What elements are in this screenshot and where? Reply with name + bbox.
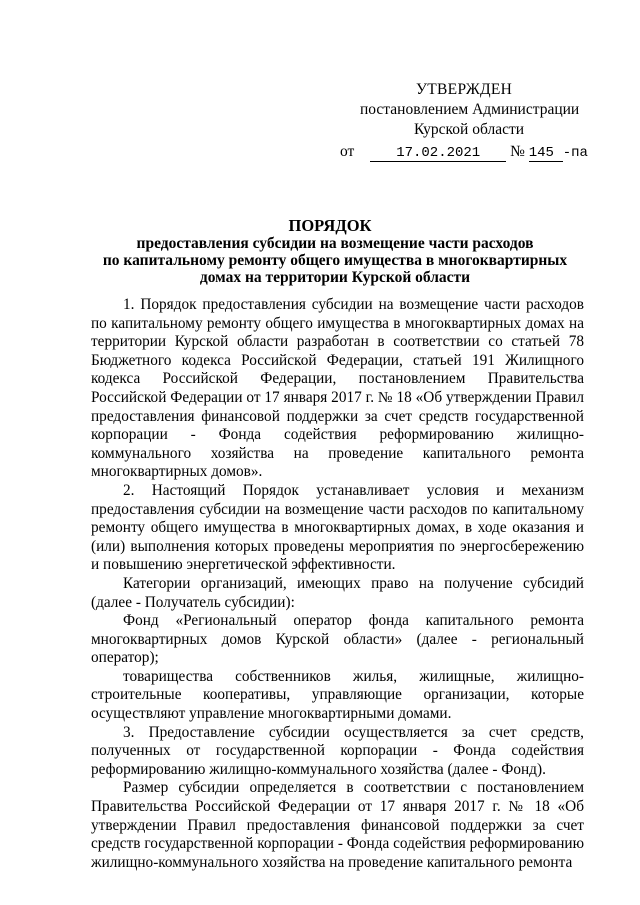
- subtitle-line: домах на территории Курской области: [199, 269, 471, 286]
- number-label: №: [510, 143, 525, 160]
- document-body: [91, 296, 584, 872]
- paragraph-categories: Категории организаций, имеющих право на получение субсидий (далее - Получатель субсидии):: [91, 574, 584, 611]
- approval-date: 17.02.2021: [370, 145, 506, 162]
- approval-date-number: [340, 142, 600, 163]
- document-title: ПОРЯДОК: [288, 216, 372, 235]
- paragraph-subsidy-size: Размер субсидии определяется в соответствии с постановлением Правительства Российской Федерации от 17 января 2017 г. № 18 «Об утверждении Правил предоставления финансовой поддержки за счет средств государственной корпорации - Фонда содействия реформированию жилищно-коммунального хозяйства на проведение капитального ремонта: [91, 779, 584, 871]
- approval-authority: постановлением Администрации: [360, 101, 580, 118]
- paragraph-associations: товарищества собственников жилья, жилищные, жилищно-строительные кооперативы, управляющие организации, которые осуществляют управление многоквартирными домами.: [91, 667, 584, 723]
- approval-block: [340, 80, 600, 163]
- approval-number-suffix: -па: [562, 145, 588, 161]
- paragraph-fund: Фонд «Региональный оператор фонда капитального ремонта многоквартирных домов Курской области» (далее - региональный оператор);: [91, 612, 584, 667]
- paragraph-1: 1. Порядок предоставления субсидии на возмещение части расходов по капитальному ремонту общего имущества в многоквартирных домах на территории Курской области разработан в соответствии со статьей 78 Бюджетного кодекса Российской Федерации, статьей 191 Жилищного кодекса Российской Федерации, постановлением Правительства Российской Федерации от 17 января 2017 г. № 18 «Об утверждении Правил предоставления финансовой поддержки за счет средств государственной корпорации - Фонда содействия реформированию жилищно-коммунального хозяйства на проведение капитального ремонта многоквартирных домов».: [91, 296, 584, 481]
- approval-region: Курской области: [414, 121, 525, 138]
- paragraph-2: 2. Настоящий Порядок устанавливает условия и механизм предоставления субсидии на возмещение части расходов по капитальному ремонту общего имущества в многоквартирных домах, в ходе оказания и (или) выполнения которых проведены мероприятия по энергосбережению и повышению энергетической эффективности.: [91, 481, 584, 574]
- document-subtitle: [90, 235, 580, 286]
- approved-heading: УТВЕРЖДЕН: [416, 81, 513, 98]
- subtitle-line: предоставления субсидии на возмещение части расходов: [136, 235, 534, 252]
- subtitle-line: по капитальному ремонту общего имущества в многоквартирных: [102, 252, 568, 269]
- approval-number: 145: [529, 145, 563, 162]
- paragraph-3: 3. Предоставление субсидии осуществляется за счет средств, полученных от государственной корпорации - Фонда содействия реформированию жилищно-коммунального хозяйства (далее - Фонд).: [91, 723, 584, 778]
- from-label: от: [340, 143, 355, 160]
